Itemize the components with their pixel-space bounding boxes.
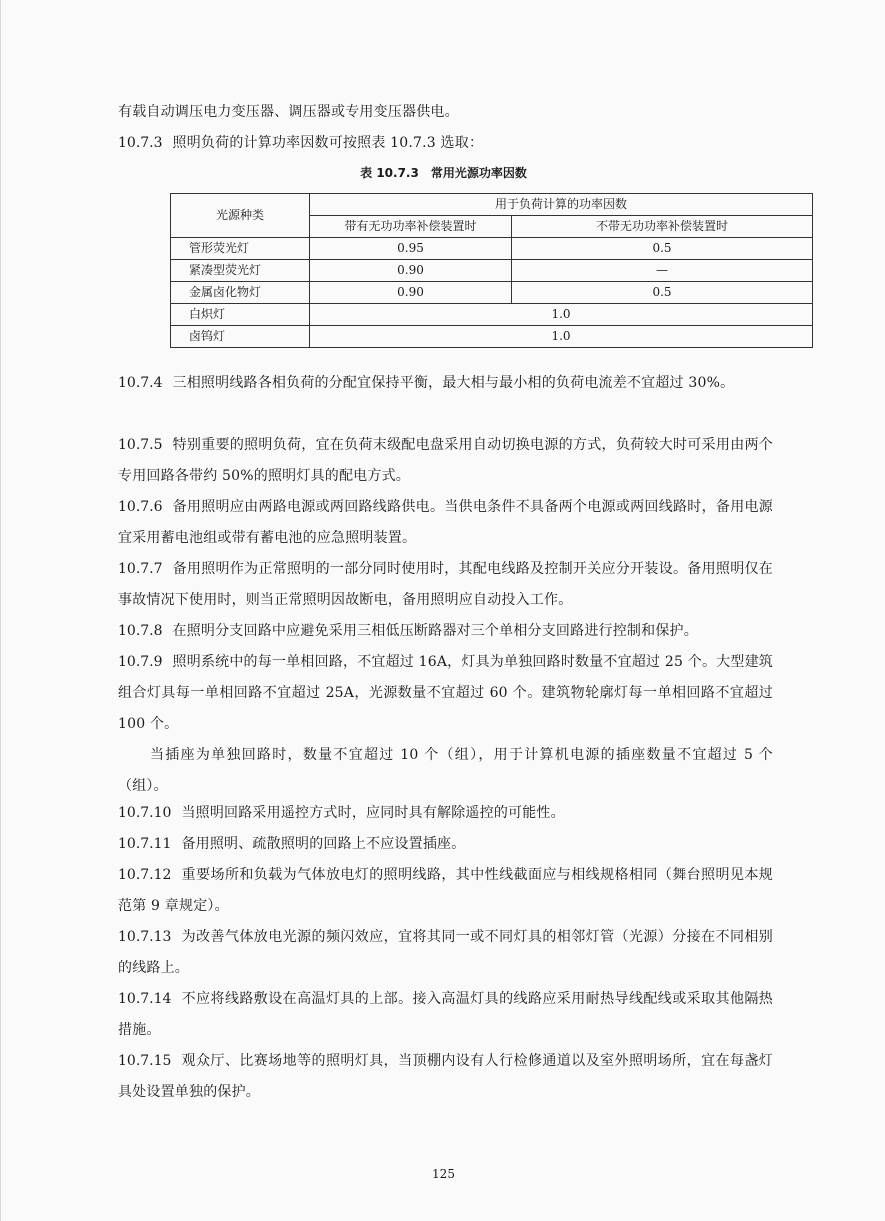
power-factor-table [170,193,813,348]
clause-text: 当插座为单独回路时，数量不宜超过 10 个（组），用于计算机电源的插座数量不宜超过 5 个（组）。 [118,747,773,794]
cell-with: 0.95 [310,238,512,260]
cell-type: 卤钨灯 [171,326,310,348]
intro-paragraph: 有载自动调压电力变压器、调压器或专用变压器供电。 [118,104,459,120]
table-row [171,260,813,282]
cell-type: 管形荧光灯 [171,238,310,260]
clause-10-7-3 [118,128,773,159]
clause-text: 备用照明作为正常照明的一部分同时使用时，其配电线路及控制开关应分开装设。备用照明仅在事故情况下使用时，则当正常照明因故断电，备用照明应自动投入工作。 [118,561,773,608]
clause-number: 10.7.7 [118,561,163,577]
clause-10-7-14 [118,984,773,1046]
clause-10-7-8 [118,616,773,647]
clause-10-7-7 [118,554,773,616]
clause-number: 10.7.11 [118,836,172,852]
cell-both: 1.0 [310,326,813,348]
clause-number: 10.7.13 [118,929,172,945]
clause-text: 特别重要的照明负荷，宜在负荷末级配电盘采用自动切换电源的方式，负荷较大时可采用由两个专用回路各带约 50%的照明灯具的配电方式。 [118,437,773,484]
clause-text: 照明负荷的计算功率因数可按照表 10.7.3 选取： [172,135,484,151]
clause-number: 10.7.12 [118,867,172,883]
clause-10-7-10 [118,798,773,829]
clause-text: 照明系统中的每一单相回路，不宜超过 16A，灯具为单独回路时数量不宜超过 25 个。大型建筑组合灯具每一单相回路不宜超过 25A，光源数量不宜超过 60 个。建筑物轮廓灯每一单相回路不宜超过 100 个。 [118,654,773,732]
cell-with: 0.90 [310,260,512,282]
clause-number: 10.7.15 [118,1053,172,1069]
cell-without: 0.5 [512,282,813,304]
table-row [171,282,813,304]
clause-10-7-13 [118,922,773,984]
clause-number: 10.7.5 [118,437,163,453]
clause-10-7-15 [118,1046,773,1108]
clause-number: 10.7.8 [118,623,163,639]
clause-text: 观众厅、比赛场地等的照明灯具，当顶棚内设有人行检修通道以及室外照明场所，宜在每盏灯具处设置单独的保护。 [118,1053,773,1100]
clause-text: 为改善气体放电光源的频闪效应，宜将其同一或不同灯具的相邻灯管（光源）分接在不同相别的线路上。 [118,929,773,976]
header-with-compensation: 带有无功功率补偿装置时 [310,216,512,238]
clause-text: 备用照明、疏散照明的回路上不应设置插座。 [181,836,466,852]
clause-text: 在照明分支回路中应避免采用三相低压断路器对三个单相分支回路进行控制和保护。 [172,623,698,639]
clause-text: 三相照明线路各相负荷的分配宜保持平衡，最大相与最小相的负荷电流差不宜超过 30%。 [172,375,735,391]
cell-type: 白炽灯 [171,304,310,326]
clause-text: 不应将线路敷设在高温灯具的上部。接入高温灯具的线路应采用耐热导线配线或采取其他隔热措施。 [118,991,773,1038]
table-row [171,304,813,326]
clause-10-7-4 [118,368,773,399]
cell-with: 0.90 [310,282,512,304]
cell-without: — [512,260,813,282]
clause-number: 10.7.14 [118,991,172,1007]
clause-number: 10.7.9 [118,654,163,670]
header-power-factor-group: 用于负荷计算的功率因数 [310,194,813,216]
clause-number: 10.7.4 [118,375,163,391]
clause-text: 备用照明应由两路电源或两回路线路供电。当供电条件不具备两个电源或两回线路时，备用电源宜采用蓄电池组或带有蓄电池的应急照明装置。 [118,499,773,546]
clause-number: 10.7.6 [118,499,163,515]
clause-number: 10.7.3 [118,135,163,151]
clause-10-7-9 [118,647,773,740]
cell-type: 紧凑型荧光灯 [171,260,310,282]
page-number: 125 [432,1167,455,1181]
clause-10-7-6 [118,492,773,554]
clause-10-7-5 [118,430,773,492]
cell-without: 0.5 [512,238,813,260]
clause-10-7-11 [118,829,773,860]
header-without-compensation: 不带无功功率补偿装置时 [512,216,813,238]
header-light-source-type: 光源种类 [171,194,310,238]
clause-10-7-9-continued [118,740,773,802]
table-row [171,238,813,260]
clause-number: 10.7.10 [118,805,172,821]
clause-10-7-12 [118,860,773,922]
clause-text: 重要场所和负载为气体放电灯的照明线路，其中性线截面应与相线规格相同（舞台照明见本规范第 9 章规定）。 [118,867,773,914]
clause-text: 当照明回路采用遥控方式时，应同时具有解除遥控的可能性。 [181,805,565,821]
table-caption: 表 10.7.3 常用光源功率因数 [360,166,527,180]
table-row [171,326,813,348]
cell-both: 1.0 [310,304,813,326]
cell-type: 金属卤化物灯 [171,282,310,304]
